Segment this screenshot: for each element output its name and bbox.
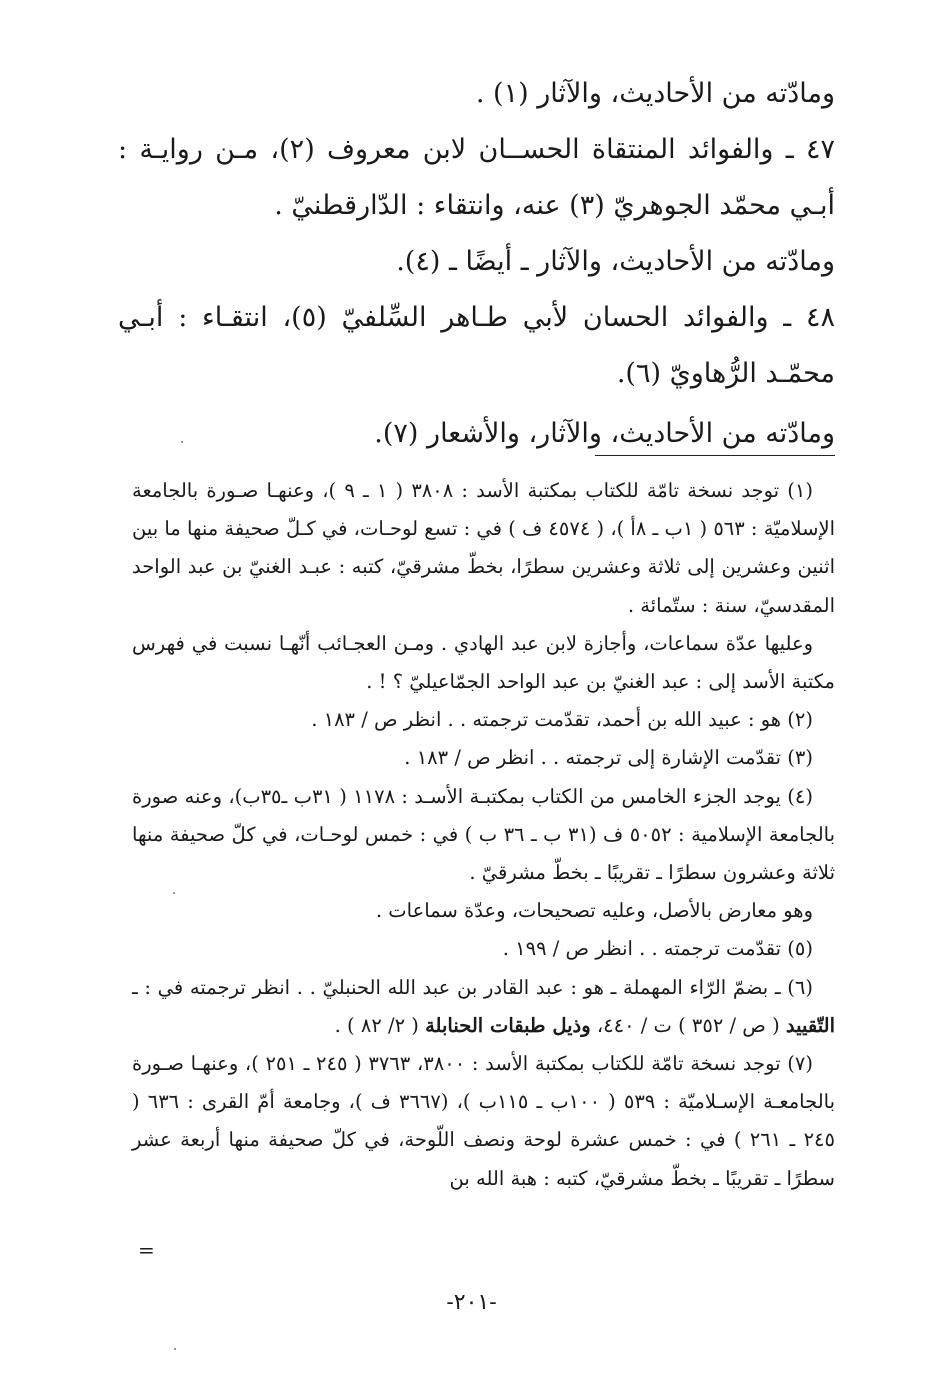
footnote-7: (٧) توجد نسخة تامّة للكتاب بمكتبة الأسد : ٣٨٠٠، ٣٧٦٣ ( ٢٤٥ ـ ٢٥١ )، وعنهـا صـورة بالجامعـة الإسـلاميّة : ٥٣٩ ( ١٠٠ب ـ ١١٥ب )، (٣٦٦٧ ف )، وجامعة أمّ القرى : ٦٣٦ ( ٢٤٥ ـ ٢٦١ ) في : خمس عشرة لوحة ونصف اللّوحة، في كلّ صحيفة منها أربعة عشر سطرًا ـ تقريبًا ـ بخطّ مشرقيّ، كتبه : هبة الله بن bbox=[132, 1052, 836, 1190]
footnote-5: (٥) تقدّمت ترجمته . . انظر ص / ١٩٩ . bbox=[502, 937, 813, 961]
continuation-mark: = bbox=[138, 1238, 155, 1262]
entry-47: ٤٧ ـ والفوائد المنتقاة الحســان لابن معروف (٢)، مـن روايـة : أبـي محمّد الجوهريّ (٣) عنه، وانتقاء : الدّارقطنيّ . bbox=[118, 134, 835, 221]
scan-speck bbox=[181, 441, 183, 443]
footnote-1-continued: وعليها عدّة سماعات، وأجازة لابن عبد الهادي . ومـن العجـائب أنّهـا نسبت في فهرس مكتبة الأسد إلى : عبد الغنيّ بن عبد الواحد الجمّاعيليّ ؟ ! . bbox=[132, 631, 835, 694]
main-text bbox=[118, 66, 835, 462]
scan-speck bbox=[174, 1348, 176, 1350]
footnote-separator bbox=[595, 455, 835, 456]
footnote-6-text: ( ص / ٣٥٢ ) ت / ٤٤٠، bbox=[590, 1013, 786, 1037]
footnote-6-bold-title: التّقييد bbox=[785, 1013, 835, 1037]
footnote-6-text: (٦) ـ بضمّ الرّاء المهملة ـ هو : عبد القادر بن عبد الله الحنبليّ . . انظر ترجمته في : ـ bbox=[132, 975, 813, 999]
main-line: ومادّته من الأحاديث، والآثار، والأشعار (٧). bbox=[374, 418, 835, 449]
main-line: ومادّته من الأحاديث، والآثار (١) . bbox=[475, 78, 835, 109]
footnote-6-text: ( ٢/ ٨٢ ) . bbox=[334, 1013, 426, 1037]
entry-48: ٤٨ ـ والفوائد الحسان لأبي طـاهر السِّلفيّ (٥)، انتقـاء : أبـي محمّـد الرُّهاويّ (٦). bbox=[118, 302, 835, 389]
page-number: -٢٠١- bbox=[446, 1290, 497, 1315]
footnote-3: (٣) تقدّمت الإشارة إلى ترجمته . . انظر ص / ١٨٣ . bbox=[404, 746, 813, 770]
footnote-6-bold-title: وذيل طبقات الحنابلة bbox=[425, 1013, 591, 1037]
footnotes bbox=[132, 472, 835, 1198]
scan-speck bbox=[173, 892, 175, 894]
footnote-4-continued: وهو معارض بالأصل، وعليه تصحيحات، وعدّة سماعات . bbox=[375, 899, 813, 923]
main-line: ومادّته من الأحاديث، والآثار ـ أيضًا ـ (٤). bbox=[396, 246, 835, 277]
footnote-2: (٢) هو : عبيد الله بن أحمد، تقدّمت ترجمته . . انظر ص / ١٨٣ . bbox=[311, 708, 813, 732]
footnote-4: (٤) يوجد الجزء الخامس من الكتاب بمكتبـة الأسـد : ١١٧٨ ( ٣١ب ـ٣٥ب)، وعنه صورة بالجامعة الإسلامية : ٥٠٥٢ ف (٣١ ب ـ ٣٦ ب ) في : خمس لوحـات، في كلّ صحيفة منها ثلاثة وعشرون سطرًا ـ تقريبًا ـ بخطّ مشرقيّ . bbox=[132, 784, 835, 885]
footnote-6 bbox=[132, 969, 835, 1045]
footnote-1: (١) توجد نسخة تامّة للكتاب بمكتبة الأسد : ٣٨٠٨ ( ١ ـ ٩ )، وعنهـا صـورة بالجامعة الإسلاميّة : ٥٦٣ ( ١ب ـ ٨أ )، ( ٤٥٧٤ ف ) في : تسع لوحـات، في كـلّ صحيفة منها ما بين اثنين وعشرين إلى ثلاثة وعشرين سطرًا، بخطّ مشرقيّ، كتبه : عبـد الغنيّ بن عبد الواحد المقدسيّ، سنة : ستّمائة . bbox=[132, 479, 835, 617]
